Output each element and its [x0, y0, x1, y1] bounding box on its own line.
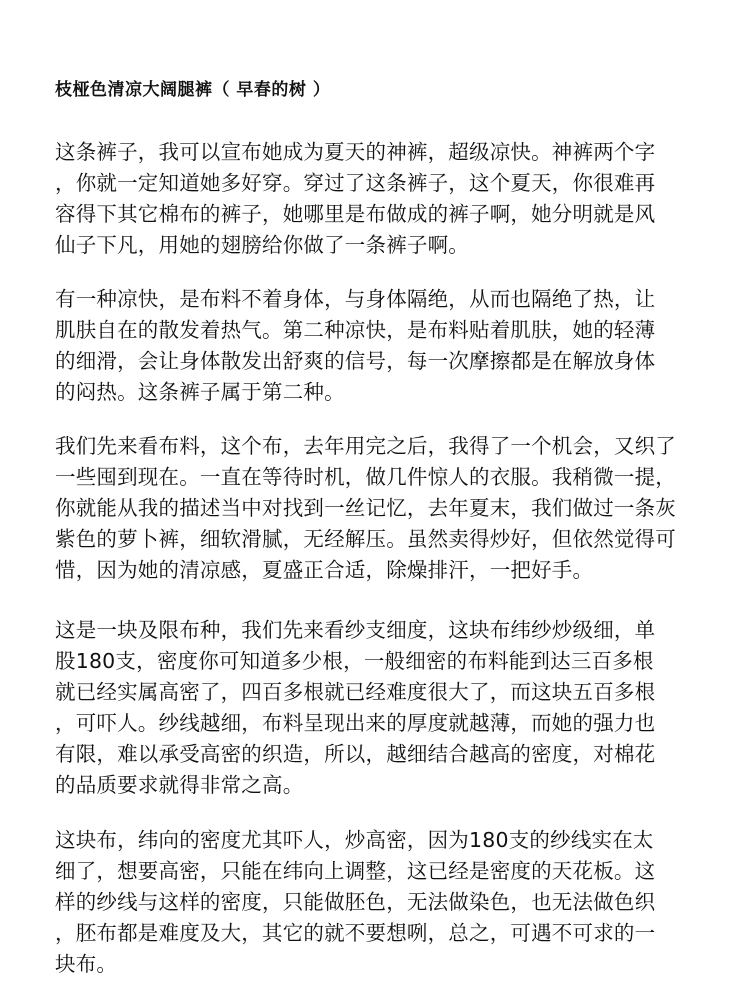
paragraph-4: 这是一块及限布种，我们先来看纱支细度，这块布纬纱炒级细，单 股180支，密度你可知道多少根，一般细密的布料能到达三百多根 就已经实属高密了，四百多根就已经难度很大了，而这块五百多根 ，可吓人。纱线越细，布料呈现出来的厚度就越薄，而她的强力也 有限，难以承受高密的织造，所以，越细结合越高的密度，对棉花 的品质要求就得非常之高。 — [55, 618, 656, 797]
paragraph-1: 这条裤子，我可以宣布她成为夏天的神裤，超级凉快。神裤两个字 ，你就一定知道她多好穿。穿过了这条裤子，这个夏天，你很难再 容得下其它棉布的裤子，她哪里是布做成的裤子啊，她分明就是风 仙子下凡，用她的翅膀给你做了一条裤子啊。 — [55, 140, 656, 257]
paragraph-2: 有一种凉快，是布料不着身体，与身体隔绝，从而也隔绝了热，让 肌肤自在的散发着热气。第二种凉快，是布料贴着肌肤，她的轻薄 的细滑，会让身体散发出舒爽的信号，每一次摩擦都是在解放身体 的闷热。这条裤子属于第二种。 — [55, 287, 656, 404]
article-title: 枝桠色清凉大阔腿裤（ 早春的树 ） — [55, 80, 331, 100]
paragraph-5: 这块布，纬向的密度尤其吓人，炒高密，因为180支的纱线实在太 细了，想要高密，只能在纬向上调整，这已经是密度的天花板。这 样的纱线与这样的密度，只能做胚色，无法做染色，也无法做色织 ，胚布都是难度及大，其它的就不要想咧，总之，可遇不可求的一 块布。 — [55, 828, 656, 976]
paragraph-3: 我们先来看布料，这个布，去年用完之后，我得了一个机会，又织了 一些囤到现在。一直在等待时机，做几件惊人的衣服。我稍微一提， 你就能从我的描述当中对找到一丝记忆，去年夏末，我们做过一条灰 紫色的萝卜裤，细软滑腻，无经解压。虽然卖得炒好，但依然觉得可 惜，因为她的清凉感，夏盛正合适，除燥排汗，一把好手。 — [55, 434, 676, 582]
